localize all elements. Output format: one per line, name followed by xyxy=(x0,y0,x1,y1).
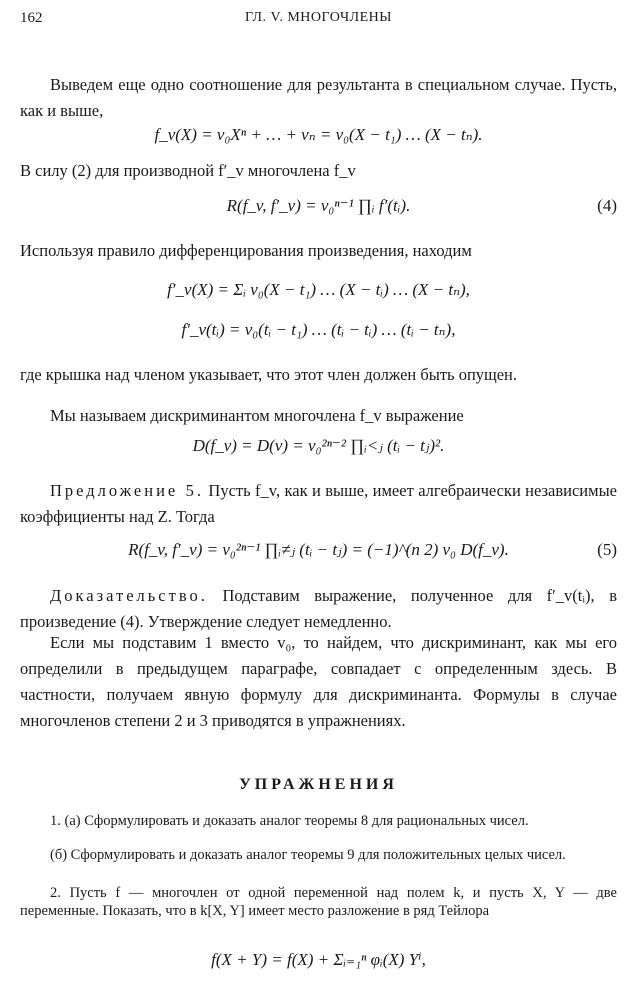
formula-resultant xyxy=(20,196,617,216)
paragraph-intro: Выведем еще одно соотношение для результанта в специальном случае. Пусть, как и выше, xyxy=(20,75,617,120)
formula-discriminant: D(f_v) = D(v) = v₀²ⁿ⁻² ∏ᵢ<ⱼ (tᵢ − tⱼ)². xyxy=(192,436,445,455)
paragraph-proposition-5 xyxy=(20,478,617,530)
exercises-title: УПРАЖНЕНИЯ xyxy=(239,776,398,793)
paragraph-proof xyxy=(20,583,617,635)
exercise-1b: (б) Сформулировать и доказать аналог теоремы 9 для положительных целых чисел. xyxy=(50,847,566,863)
paragraph-explicit-formula: Если мы подставим 1 вместо v₀, то найдем, что дискриминант, как мы его определили в предыдущем параграфе, совпадает с определенным здесь. В частности, получаем явную формулу для дискриминанта. Формулы в случае многочленов степени 2 и 3 приводятся в упражнениях. xyxy=(20,633,617,730)
exercise-1a: 1. (а) Сформулировать и доказать аналог теоремы 8 для рациональных чисел. xyxy=(50,813,529,829)
paragraph-derivative: В силу (2) для производной f′_v многочлена f_v xyxy=(20,161,356,180)
formula-proposition-body: R(f_v, f′_v) = v₀²ⁿ⁻¹ ∏ᵢ≠ⱼ (tᵢ − tⱼ) = (−1)^(n 2) v₀ D(f_v). xyxy=(128,540,509,559)
equation-number-4: (4) xyxy=(597,196,617,215)
proof-text: Подставим выражение, полученное для f′_v(tᵢ), в произведение (4). Утверждение следует немедленно. xyxy=(20,586,617,631)
running-head: ГЛ. V. МНОГОЧЛЕНЫ xyxy=(245,10,392,25)
formula-derivative-at-root: f′_v(tᵢ) = v₀(tᵢ − t₁) … (tᵢ − tᵢ) … (tᵢ − tₙ), xyxy=(181,320,456,339)
proof-label: Доказательство. xyxy=(50,586,208,605)
exercise-2: 2. Пусть f — многочлен от одной переменной над полем k, и пусть X, Y — две переменные. Показать, что в k[X, Y] имеет место разложение в ряд Тейлора xyxy=(20,885,617,919)
paragraph-product-rule: Используя правило дифференцирования произведения, находим xyxy=(20,241,472,260)
formula-resultant-body: R(f_v, f′_v) = v₀ⁿ⁻¹ ∏ᵢ f′(tᵢ). xyxy=(226,196,411,215)
formula-polynomial: f_v(X) = v₀Xⁿ + … + vₙ = v₀(X − t₁) … (X − tₙ). xyxy=(154,125,483,144)
page-header xyxy=(20,10,617,32)
proposition-label: Предложение 5. xyxy=(50,481,205,500)
paragraph-discriminant-def: Мы называем дискриминантом многочлена f_v выражение xyxy=(50,406,464,425)
paragraph-hat-note: где крышка над членом указывает, что этот член должен быть опущен. xyxy=(20,365,518,384)
formula-taylor: f(X + Y) = f(X) + Σᵢ₌₁ⁿ φᵢ(X) Yⁱ, xyxy=(211,950,426,969)
formula-derivative-sum: f′_v(X) = Σᵢ v₀(X − t₁) … (X − tᵢ) … (X − tₙ), xyxy=(167,280,470,299)
page-number: 162 xyxy=(20,10,43,26)
proposition-text: Пусть f_v, как и выше, имеет алгебраически независимые коэффициенты над Z. Тогда xyxy=(20,481,617,526)
equation-number-5: (5) xyxy=(597,540,617,559)
formula-proposition xyxy=(20,540,617,560)
